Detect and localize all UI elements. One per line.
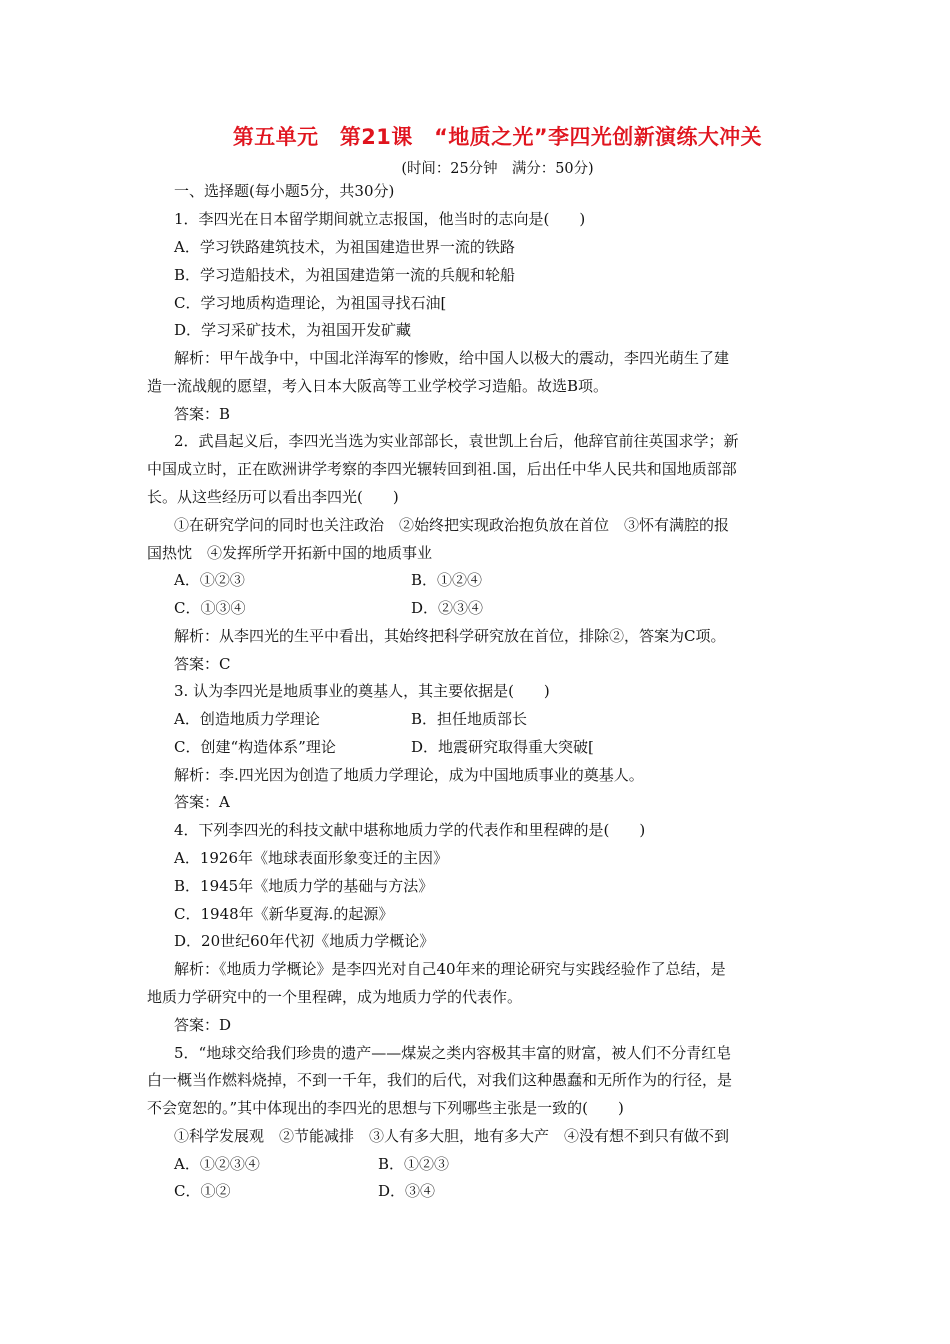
q1-explanation-line2: 造一流战舰的愿望，考入日本大阪高等工业学校学习造船。故选B项。 — [147, 377, 609, 395]
q4-stem: 4．下列李四光的科技文献中堪称地质力学的代表作和里程碑的是( ) — [174, 821, 646, 839]
q2-statements-line1: ①在研究学问的同时也关注政治 ②始终把实现政治抱负放在首位 ③怀有满腔的报 — [174, 516, 730, 534]
q3-stem: 3. 认为李四光是地质事业的奠基人，其主要依据是( ) — [174, 682, 550, 700]
q2-stem-line3: 长。从这些经历可以看出李四光( ) — [147, 488, 399, 506]
q2-stem-line1: 2．武昌起义后，李四光当选为实业部部长，袁世凯上台后，他辞官前往英国求学；新 — [174, 432, 739, 450]
q1-stem: 1．李四光在日本留学期间就立志报国，他当时的志向是( ) — [174, 210, 586, 228]
q4-answer: 答案：D — [174, 1016, 232, 1034]
q2-option-c: C．①③④ — [174, 599, 246, 617]
q2-stem-line2: 中国成立时，正在欧洲讲学考察的李四光辗转回到祖.国，后出任中华人民共和国地质部部 — [147, 460, 737, 478]
q2-option-a: A．①②③ — [174, 571, 245, 589]
q3-option-d: D．地震研究取得重大突破[ — [411, 738, 594, 756]
q3-explanation: 解析：李.四光因为创造了地质力学理论，成为中国地质事业的奠基人。 — [174, 766, 644, 784]
q3-option-a: A．创造地质力学理论 — [174, 710, 320, 728]
q5-stem-line2: 白一概当作燃料烧掉，不到一千年，我们的后代，对我们这种愚蠢和无所作为的行径，是 — [147, 1071, 733, 1089]
q1-answer: 答案：B — [174, 405, 231, 423]
q5-option-c: C．①② — [174, 1182, 231, 1200]
q5-option-b: B．①②③ — [378, 1155, 450, 1173]
q4-option-a: A．1926年《地球表面形象变迁的主因》 — [174, 849, 449, 867]
q5-stem-line1: 5．“地球交给我们珍贵的遗产——煤炭之类内容极其丰富的财富，被人们不分青红皂 — [174, 1044, 732, 1062]
q2-option-b: B．①②④ — [411, 571, 483, 589]
q1-option-a: A．学习铁路建筑技术，为祖国建造世界一流的铁路 — [174, 238, 515, 256]
q1-option-d: D．学习采矿技术，为祖国开发矿藏 — [174, 321, 412, 339]
q2-answer: 答案：C — [174, 655, 231, 673]
section-heading: 一、选择题(每小题5分，共30分) — [174, 182, 395, 200]
q5-option-d: D．③④ — [378, 1182, 436, 1200]
page-subtitle: (时间：25分钟 满分：50分) — [401, 161, 594, 177]
q4-option-c: C．1948年《新华夏海.的起源》 — [174, 905, 394, 923]
q2-explanation: 解析：从李四光的生平中看出，其始终把科学研究放在首位，排除②，答案为C项。 — [174, 627, 726, 645]
q3-option-b: B．担任地质部长 — [411, 710, 528, 728]
q1-option-c: C．学习地质构造理论，为祖国寻找石油[ — [174, 294, 447, 312]
q3-answer: 答案：A — [174, 793, 230, 811]
q5-stem-line3: 不会宽恕的。”其中体现出的李四光的思想与下列哪些主张是一致的( ) — [147, 1099, 624, 1117]
q2-statements-line2: 国热忱 ④发挥所学开拓新中国的地质事业 — [147, 544, 433, 562]
q5-option-a: A．①②③④ — [174, 1155, 260, 1173]
q1-explanation-line1: 解析：甲午战争中，中国北洋海军的惨败，给中国人以极大的震动，李四光萌生了建 — [174, 349, 730, 367]
page-title: 第五单元 第21课 “地质之光”李四光创新演练大冲关 — [232, 125, 763, 149]
q4-option-b: B．1945年《地质力学的基础与方法》 — [174, 877, 434, 895]
q1-option-b: B．学习造船技术，为祖国建造第一流的兵舰和轮船 — [174, 266, 516, 284]
q4-explanation-line2: 地质力学研究中的一个里程碑，成为地质力学的代表作。 — [147, 988, 523, 1006]
q2-option-d: D．②③④ — [411, 599, 484, 617]
q4-explanation-line1: 解析：《地质力学概论》是李四光对自己40年来的理论研究与实践经验作了总结，是 — [174, 960, 726, 978]
q4-option-d: D．20世纪60年代初《地质力学概论》 — [174, 932, 435, 950]
q3-option-c: C．创建“构造体系”理论 — [174, 738, 336, 756]
q5-statements: ①科学发展观 ②节能减排 ③人有多大胆，地有多大产 ④没有想不到只有做不到 — [174, 1127, 730, 1145]
